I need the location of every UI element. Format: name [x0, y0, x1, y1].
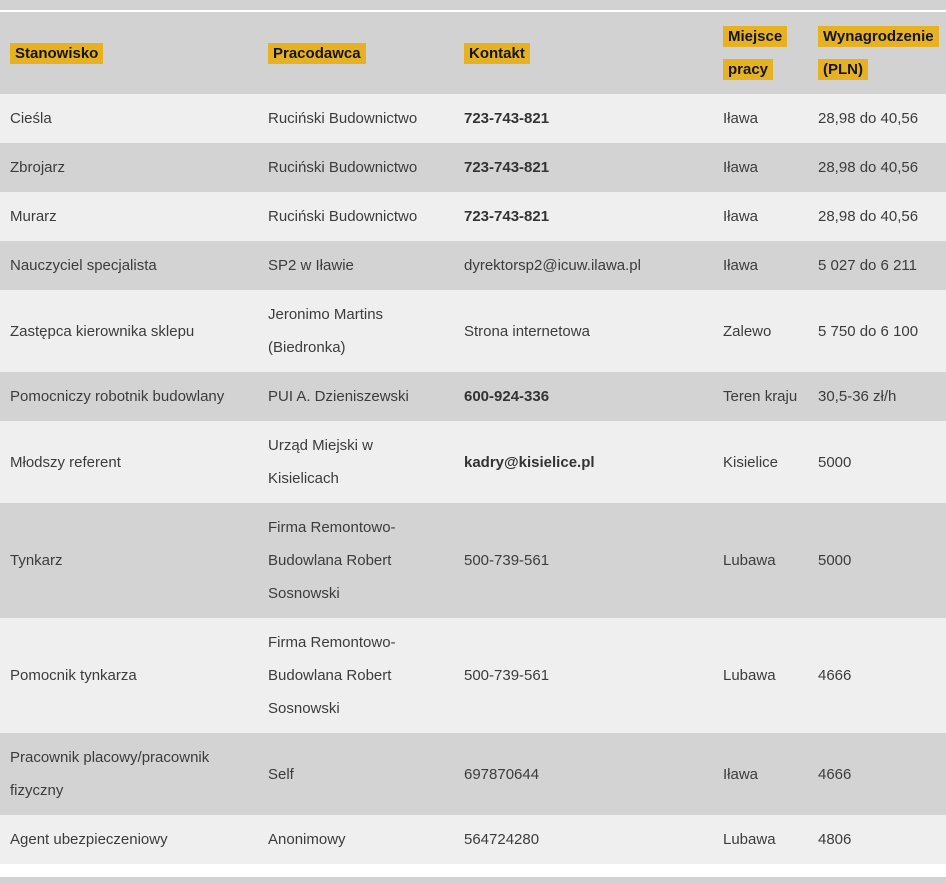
cell-salary: 5000: [818, 552, 852, 569]
cell-contact: Strona internetowa: [464, 322, 590, 340]
cell-contact: 723-743-821: [464, 208, 550, 225]
column-header-location: [713, 12, 808, 94]
previous-row-sliver: [0, 0, 946, 10]
table-row: [0, 618, 946, 733]
cell-employer: Urząd Miejski w Kisielicach: [268, 437, 374, 487]
cell-position: Pomocnik tynkarza: [10, 667, 137, 684]
table-row: [0, 372, 946, 421]
cell-position: Cieśla: [10, 110, 52, 127]
cell-location: Lubawa: [723, 667, 776, 684]
cell-employer: SP2 w Iławie: [268, 257, 354, 274]
cell-contact: 723-743-821: [464, 159, 550, 176]
next-row-sliver: [0, 875, 946, 883]
column-header-position: [0, 12, 258, 94]
cell-salary: 28,98 do 40,56: [818, 159, 919, 176]
cell-location: Teren kraju: [723, 388, 798, 405]
cell-employer: Ruciński Budownictwo: [268, 159, 418, 176]
job-listings-table: [0, 12, 946, 864]
table-body: [0, 94, 946, 864]
cell-position: Agent ubezpieczeniowy: [10, 831, 168, 848]
cell-contact: 500-739-561: [464, 552, 550, 569]
cell-salary: 4666: [818, 667, 852, 684]
table-row: [0, 143, 946, 192]
table-row: [0, 503, 946, 618]
cell-employer: Firma Remontowo-Budowlana Robert Sosnowski: [268, 634, 396, 717]
header-highlight: Stanowisko: [10, 43, 103, 64]
cell-employer: Firma Remontowo-Budowlana Robert Sosnowski: [268, 519, 396, 602]
header-row: [0, 12, 946, 94]
table-row: [0, 192, 946, 241]
cell-location: Kisielice: [723, 453, 779, 471]
cell-position: Pracownik placowy/pracownik fizyczny: [10, 749, 210, 799]
cell-employer: Self: [268, 765, 294, 783]
cell-employer: Ruciński Budownictwo: [268, 208, 418, 225]
cell-location: Iława: [723, 257, 759, 274]
cell-contact: 600-924-336: [464, 388, 550, 405]
table-row: [0, 241, 946, 290]
cell-employer: PUI A. Dzieniszewski: [268, 388, 409, 405]
cell-position: Zastępca kierownika sklepu: [10, 322, 195, 340]
cell-location: Iława: [723, 208, 759, 225]
cell-salary: 4666: [818, 765, 852, 783]
cell-salary: 28,98 do 40,56: [818, 208, 919, 225]
cell-contact: dyrektorsp2@icuw.ilawa.pl: [464, 257, 641, 274]
cell-salary: 28,98 do 40,56: [818, 110, 919, 127]
cell-salary: 5 750 do 6 100: [818, 322, 919, 340]
header-highlight: Pracodawca: [268, 43, 366, 64]
table-row: [0, 290, 946, 372]
cell-salary: 5000: [818, 453, 852, 471]
column-header-employer: [258, 12, 454, 94]
cell-position: Nauczyciel specjalista: [10, 257, 157, 274]
cell-location: Zalewo: [723, 322, 772, 340]
cell-salary: 5 027 do 6 211: [818, 257, 917, 274]
cell-salary: 30,5-36 zł/h: [818, 388, 897, 405]
cell-employer: Ruciński Budownictwo: [268, 110, 418, 127]
table-row: [0, 815, 946, 864]
table-row: [0, 421, 946, 503]
cell-location: Iława: [723, 110, 759, 127]
cell-location: Lubawa: [723, 831, 776, 848]
cell-contact: 697870644: [464, 765, 540, 783]
column-header-contact: [454, 12, 713, 94]
cell-salary: 4806: [818, 831, 852, 848]
table-row: [0, 733, 946, 815]
cell-position: Tynkarz: [10, 552, 63, 569]
header-highlight: Kontakt: [464, 43, 530, 64]
header-highlight: Wynagrodzenie (PLN): [818, 26, 939, 80]
table-header: [0, 12, 946, 94]
table-row: [0, 94, 946, 143]
column-header-salary: [808, 12, 946, 94]
cell-position: Murarz: [10, 208, 57, 225]
cell-employer: Jeronimo Martins (Biedronka): [268, 306, 384, 356]
cell-location: Iława: [723, 159, 759, 176]
header-highlight: Miejsce pracy: [723, 26, 787, 80]
cell-contact: 564724280: [464, 831, 540, 848]
cell-position: Młodszy referent: [10, 453, 121, 471]
cell-location: Iława: [723, 765, 759, 783]
cell-position: Zbrojarz: [10, 159, 66, 176]
cell-contact: kadry@kisielice.pl: [464, 453, 595, 471]
cell-location: Lubawa: [723, 552, 776, 569]
cell-contact: 500-739-561: [464, 667, 550, 684]
cell-position: Pomocniczy robotnik budowlany: [10, 388, 225, 405]
cell-contact: 723-743-821: [464, 110, 550, 127]
cell-employer: Anonimowy: [268, 831, 346, 848]
